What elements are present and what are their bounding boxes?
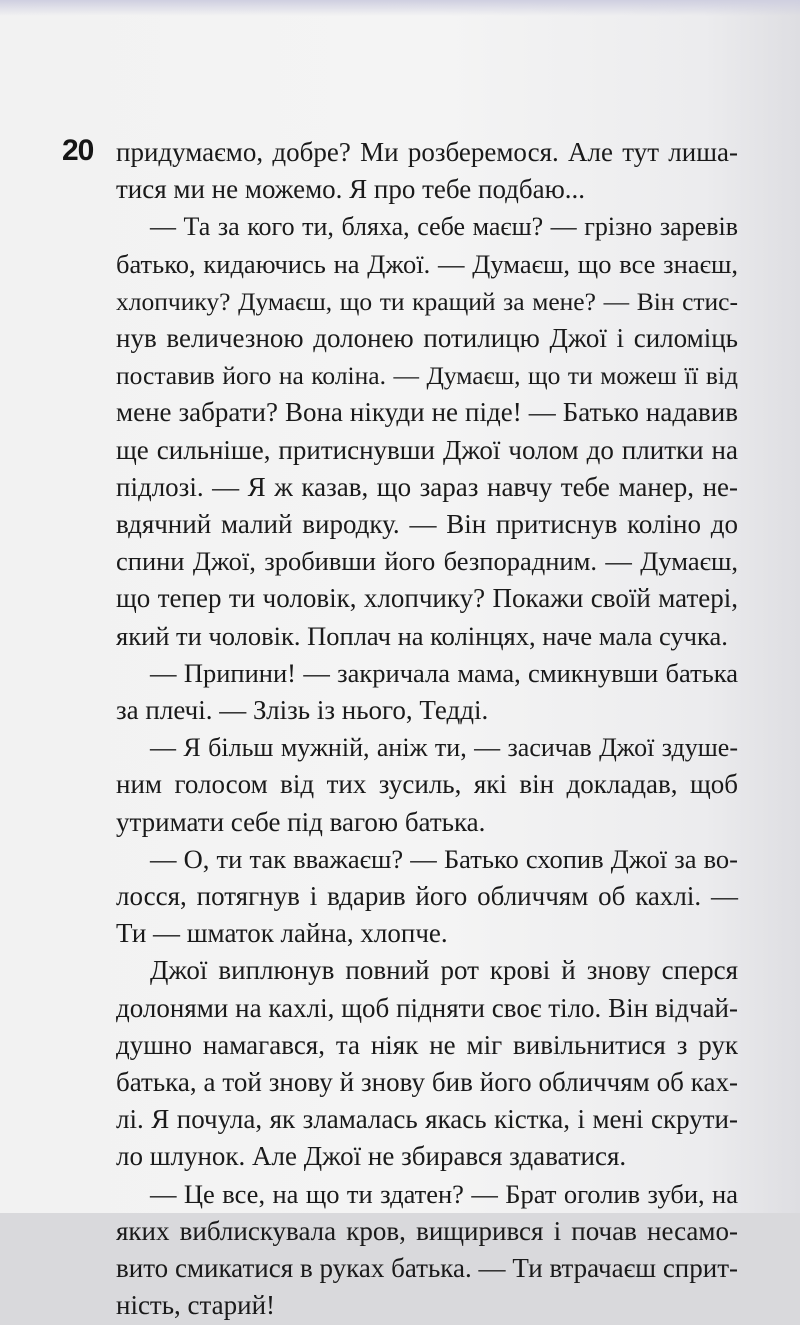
- text-line: лі. Я почула, як зламалась якась кістка, і мені скрути-: [116, 1104, 738, 1135]
- text-line: тися ми не можемо. Я про тебе подбаю...: [116, 174, 586, 205]
- text-line: — Це все, на що ти здатен? — Брат оголив зуби, на: [150, 1178, 738, 1209]
- page-number: 20: [62, 134, 94, 167]
- page-top-shadow: [0, 0, 800, 16]
- text-line: батько, кидаючись на Джої. — Думаєш, що все знаєш,: [116, 248, 738, 279]
- text-line: вдячний малий виродку. — Він притиснув коліно до: [116, 509, 738, 540]
- text-line: за плечі. — Злізь із нього, Тедді.: [116, 695, 489, 726]
- text-line: який ти чоловік. Поплач на колінцях, наче мала сучка.: [116, 620, 728, 651]
- text-line: — Припини! — закричала мама, смикнувши батька: [150, 657, 738, 688]
- text-line: — Я більш мужній, аніж ти, — засичав Джої здуше-: [150, 733, 738, 763]
- text-line: долонями на кахлі, щоб підняти своє тіло. Він відчай-: [116, 992, 738, 1023]
- text-line: — Та за кого ти, бляха, себе маєш? — грізно заревів: [150, 212, 738, 242]
- text-line: Джої виплюнув повний рот крові й знову сперся: [150, 955, 738, 986]
- text-line: ще сильніше, притиснувши Джої чолом до плитки на: [116, 434, 738, 465]
- text-line: лосся, потягнув і вдарив його обличчям об кахлі. —: [116, 881, 738, 912]
- text-line: хлопчику? Думаєш, що ти кращий за мене? — Він стис-: [116, 286, 738, 316]
- text-line: ність, старий!: [116, 1290, 276, 1321]
- text-line: придумаємо, добре? Ми розберемося. Але тут лиша-: [116, 137, 738, 167]
- text-line: яких виблискувала кров, вищирився і почав несамо-: [116, 1215, 738, 1246]
- text-line: батька, а той знову й знову бив його обличчям об ках-: [116, 1067, 738, 1098]
- text-line: що тепер ти чоловік, хлопчику? Покажи своїй матері,: [116, 583, 738, 614]
- text-line: поставив його на коліна. — Думаєш, що ти можеш її від: [116, 361, 738, 391]
- text-line: мене забрати? Вона нікуди не піде! — Батько надавив: [116, 397, 738, 428]
- text-line: утримати себе під вагою батька.: [116, 806, 486, 837]
- body-text: [116, 134, 738, 1325]
- text-line: ним голосом від тих зусиль, які він докладав, щоб: [116, 769, 738, 800]
- text-line: підлозі. — Я ж казав, що зараз навчу тебе манер, не-: [116, 471, 738, 502]
- text-line: — О, ти так вважаєш? — Батько схопив Джої за во-: [150, 843, 738, 874]
- text-line: душно намагався, та ніяк не міг вивільнитися з рук: [116, 1029, 738, 1060]
- text-line: спини Джої, зробивши його безпорадним. — Думаєш,: [116, 546, 738, 577]
- text-line: вито смикатися в руках батька. — Ти втрачаєш сприт-: [116, 1253, 738, 1284]
- text-line: ло шлунок. Але Джої не збирався здаватися.: [116, 1141, 627, 1172]
- text-line: нув величезною долонею потилицю Джої і силоміць: [116, 323, 738, 354]
- text-line: Ти — шматок лайна, хлопче.: [116, 918, 448, 949]
